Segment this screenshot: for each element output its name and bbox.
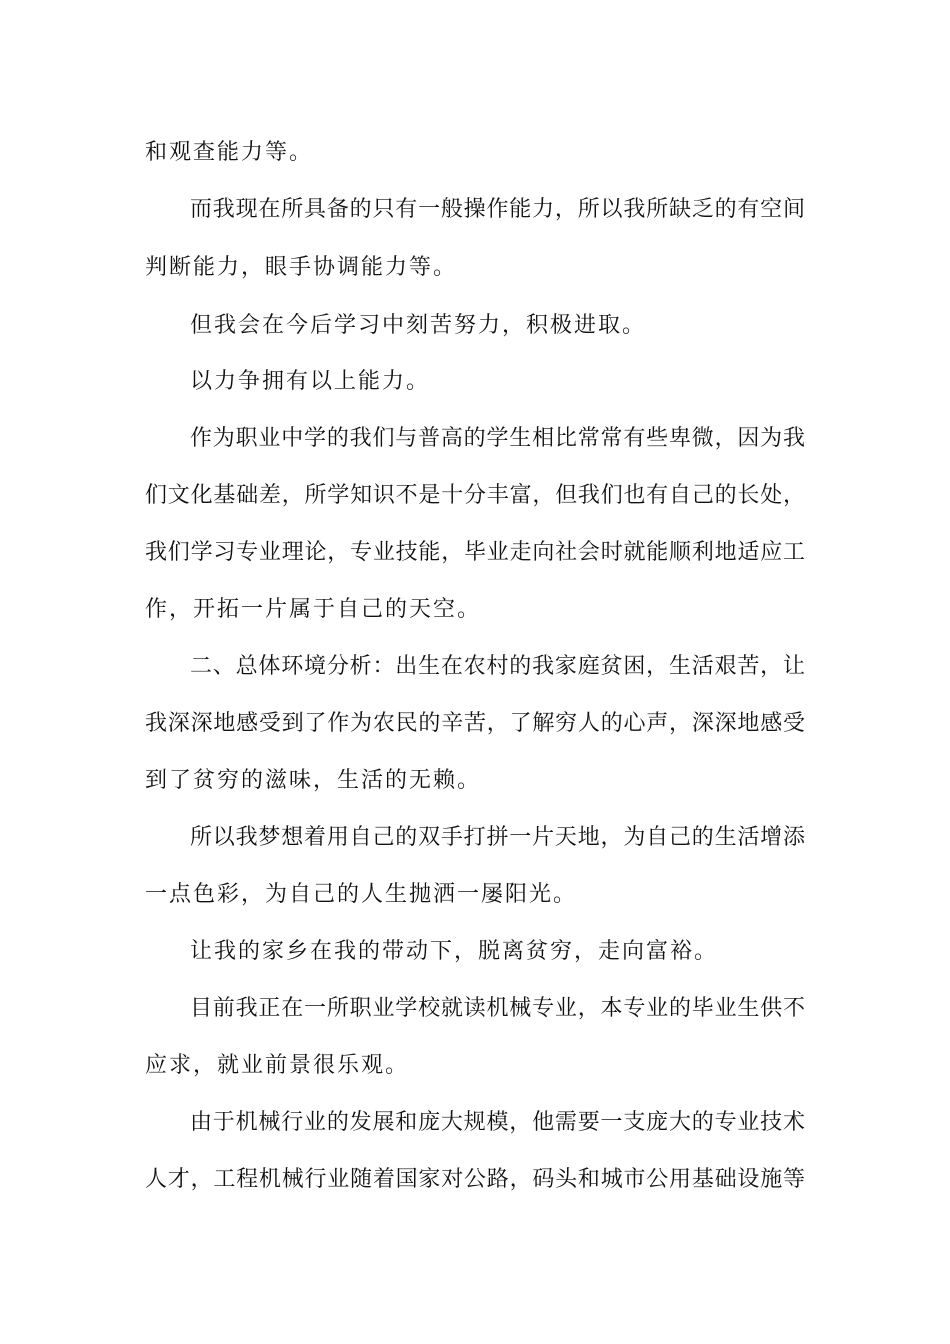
text-line: 应求，就业前景很乐观。 xyxy=(145,1053,410,1078)
text-line: 但我会在今后学习中刻苦努力，积极进取。 xyxy=(190,313,647,338)
text-line: 们文化基础差，所学知识不是十分丰富，但我们也有自己的长处， xyxy=(145,483,805,508)
text-line: 一点色彩，为自己的人生抛洒一屡阳光。 xyxy=(145,882,578,907)
text-line: 我深深地感受到了作为农民的辛苦，了解穷人的心声，深深地感受 xyxy=(145,711,805,736)
text-line: 判断能力，眼手协调能力等。 xyxy=(145,255,458,280)
text-line: 所以我梦想着用自己的双手打拼一片天地，为自己的生活增添 xyxy=(190,825,805,850)
text-line: 作，开拓一片属于自己的天空。 xyxy=(145,597,482,622)
text-line: 我们学习专业理论，专业技能，毕业走向社会时就能顺利地适应工 xyxy=(145,540,805,565)
text-line: 而我现在所具备的只有一般操作能力，所以我所缺乏的有空间 xyxy=(190,197,805,222)
text-line: 让我的家乡在我的带动下，脱离贫穷，走向富裕。 xyxy=(190,939,719,964)
text-line: 和观查能力等。 xyxy=(145,140,314,165)
text-line: 以力争拥有以上能力。 xyxy=(190,369,431,394)
text-line: 二、总体环境分析：出生在农村的我家庭贫困，生活艰苦，让 xyxy=(190,654,805,679)
text-line: 目前我正在一所职业学校就读机械专业，本专业的毕业生供不 xyxy=(190,996,805,1021)
text-line: 人才，工程机械行业随着国家对公路，码头和城市公用基础设施等 xyxy=(145,1167,805,1192)
text-line: 由于机械行业的发展和庞大规模，他需要一支庞大的专业技术 xyxy=(190,1110,805,1135)
text-line: 作为职业中学的我们与普高的学生相比常常有些卑微，因为我 xyxy=(190,426,805,451)
text-line: 到了贫穷的滋味，生活的无赖。 xyxy=(145,768,482,793)
